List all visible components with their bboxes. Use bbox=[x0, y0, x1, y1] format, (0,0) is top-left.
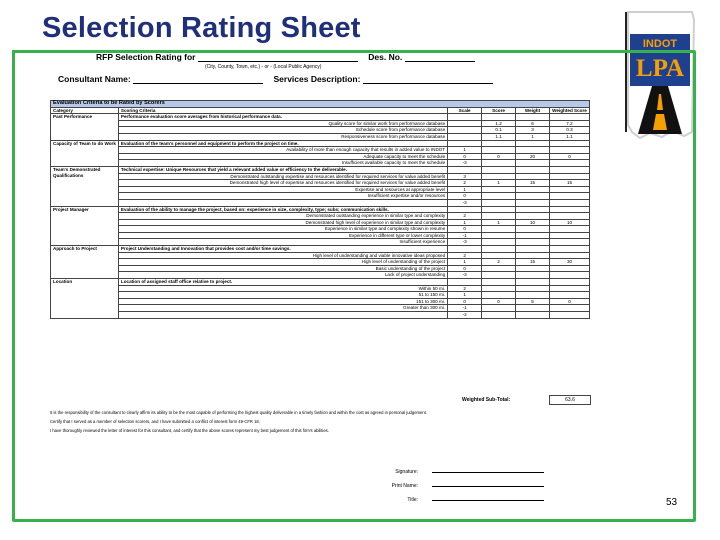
criteria-cell: Demonstrated outstanding experience in similar type and complexity bbox=[118, 213, 447, 220]
table-row bbox=[51, 153, 590, 160]
scale-cell: 1 bbox=[448, 292, 482, 299]
consultant-line bbox=[58, 74, 493, 84]
column-header: Score bbox=[482, 107, 516, 114]
scale-cell: -1 bbox=[448, 305, 482, 312]
scale-cell: -3 bbox=[448, 199, 482, 206]
weight-cell bbox=[516, 239, 550, 246]
empty-cell bbox=[550, 279, 590, 286]
weight-cell bbox=[516, 199, 550, 206]
section-title: Evaluation Criteria to be Rated by Scorers bbox=[51, 101, 590, 108]
criteria-cell: Responsiveness score from performance database bbox=[118, 133, 447, 140]
weight-cell: 20 bbox=[516, 153, 550, 160]
category-cell: Team's Demonstrated Qualifications bbox=[51, 166, 119, 206]
empty-cell bbox=[482, 166, 516, 173]
rfp-label: RFP Selection Rating for bbox=[96, 52, 196, 62]
empty-cell bbox=[448, 246, 482, 253]
weighted-cell bbox=[550, 226, 590, 233]
table-row bbox=[51, 160, 590, 167]
weight-cell: 6 bbox=[516, 120, 550, 127]
weight-cell bbox=[516, 226, 550, 233]
category-cell: Approach to Project bbox=[51, 246, 119, 279]
table-row bbox=[51, 206, 590, 213]
table-row bbox=[51, 312, 590, 319]
scale-cell: 2 bbox=[448, 180, 482, 187]
weight-cell: 1 bbox=[516, 133, 550, 140]
weighted-cell bbox=[550, 239, 590, 246]
subtotal-label: Weighted Sub-Total: bbox=[462, 397, 511, 403]
certification-notes bbox=[50, 410, 580, 437]
weight-cell: 5 bbox=[516, 298, 550, 305]
rfp-line bbox=[58, 52, 475, 62]
print-name-row bbox=[360, 480, 544, 489]
criteria-cell: 151 to 300 mi. bbox=[118, 298, 447, 305]
scale-cell: 0 bbox=[448, 193, 482, 200]
score-cell bbox=[482, 292, 516, 299]
weight-cell bbox=[516, 232, 550, 239]
weighted-cell bbox=[550, 252, 590, 259]
scale-cell: 2 bbox=[448, 252, 482, 259]
score-cell: 0 bbox=[482, 298, 516, 305]
category-cell: Capacity of Team to do Work bbox=[51, 140, 119, 166]
consultant-name-field bbox=[133, 83, 263, 84]
scale-cell: 0 bbox=[448, 298, 482, 305]
weight-cell bbox=[516, 213, 550, 220]
scale-cell: 2 bbox=[448, 213, 482, 220]
weight-cell bbox=[516, 252, 550, 259]
table-row bbox=[51, 232, 590, 239]
score-cell bbox=[482, 199, 516, 206]
category-cell: Past Performance bbox=[51, 114, 119, 140]
criteria-title-cell: Evaluation of the ability to manage the project, based on: experience in size, complexity, type; subs; communication skills. bbox=[118, 206, 447, 213]
score-cell bbox=[482, 239, 516, 246]
empty-cell bbox=[516, 166, 550, 173]
table-row bbox=[51, 219, 590, 226]
empty-cell bbox=[516, 206, 550, 213]
weight-cell bbox=[516, 312, 550, 319]
score-cell: 1 bbox=[482, 219, 516, 226]
weighted-cell: 30 bbox=[550, 259, 590, 266]
scale-cell: 1 bbox=[448, 219, 482, 226]
criteria-cell: Schedule score from performance database bbox=[118, 127, 447, 134]
empty-cell bbox=[482, 140, 516, 147]
des-number-field bbox=[405, 61, 475, 62]
score-cell bbox=[482, 213, 516, 220]
scale-cell: 0 bbox=[448, 265, 482, 272]
note-paragraph: Certify that I served as a member of selection scorers, and I have submitted a conflict of interest form 49-CFR 18. bbox=[50, 419, 260, 424]
empty-cell bbox=[516, 114, 550, 121]
empty-cell bbox=[550, 166, 590, 173]
score-cell: 1.2 bbox=[482, 120, 516, 127]
weight-cell: 10 bbox=[516, 219, 550, 226]
print-name-field bbox=[432, 480, 544, 487]
criteria-cell: Insufficient expertise and/or resources bbox=[118, 193, 447, 200]
weight-cell bbox=[516, 160, 550, 167]
title-label: Title: bbox=[407, 497, 418, 503]
scale-cell bbox=[448, 133, 482, 140]
print-name-label: Print Name: bbox=[391, 483, 418, 489]
table-row bbox=[51, 114, 590, 121]
weight-cell bbox=[516, 292, 550, 299]
criteria-cell: Basic understanding of the project bbox=[118, 265, 447, 272]
weighted-cell bbox=[550, 186, 590, 193]
scale-cell: 2 bbox=[448, 285, 482, 292]
rfp-sub-note: (City, County, Town, etc.) - or - (Local Public Agency) bbox=[205, 64, 322, 70]
table-row bbox=[51, 186, 590, 193]
table-row bbox=[51, 292, 590, 299]
slide-title: Selection Rating Sheet bbox=[42, 12, 361, 44]
weighted-cell bbox=[550, 312, 590, 319]
table-row bbox=[51, 298, 590, 305]
table-row bbox=[51, 140, 590, 147]
scale-cell: 1 bbox=[448, 186, 482, 193]
table-row bbox=[51, 239, 590, 246]
table-row bbox=[51, 199, 590, 206]
column-header: Category bbox=[51, 107, 119, 114]
score-cell: 1 bbox=[482, 180, 516, 187]
weight-cell bbox=[516, 272, 550, 279]
table-row bbox=[51, 265, 590, 272]
evaluation-table bbox=[50, 100, 590, 319]
empty-cell bbox=[448, 166, 482, 173]
criteria-title-cell: Location of assigned staff office relative to project. bbox=[118, 279, 447, 286]
table-row bbox=[51, 285, 590, 292]
table-row bbox=[51, 246, 590, 253]
weighted-cell: 0 bbox=[550, 298, 590, 305]
empty-cell bbox=[516, 246, 550, 253]
weight-cell: 15 bbox=[516, 259, 550, 266]
weighted-cell bbox=[550, 213, 590, 220]
empty-cell bbox=[550, 246, 590, 253]
signature-row bbox=[360, 466, 544, 475]
table-row bbox=[51, 259, 590, 266]
score-cell bbox=[482, 193, 516, 200]
table-row bbox=[51, 120, 590, 127]
table-row bbox=[51, 279, 590, 286]
scale-cell: 1 bbox=[448, 147, 482, 154]
criteria-cell: Insufficient experience bbox=[118, 239, 447, 246]
criteria-cell: High level of understanding and viable innovative ideas proposed bbox=[118, 252, 447, 259]
scale-cell: -3 bbox=[448, 160, 482, 167]
weighted-cell: 0.3 bbox=[550, 127, 590, 134]
empty-cell bbox=[448, 114, 482, 121]
table-row bbox=[51, 193, 590, 200]
score-cell bbox=[482, 312, 516, 319]
score-cell bbox=[482, 226, 516, 233]
scale-cell: 0 bbox=[448, 226, 482, 233]
empty-cell bbox=[448, 140, 482, 147]
category-cell: Project Manager bbox=[51, 206, 119, 246]
score-cell bbox=[482, 160, 516, 167]
empty-cell bbox=[482, 246, 516, 253]
table-section-header bbox=[51, 101, 590, 108]
column-header: Weight bbox=[516, 107, 550, 114]
criteria-cell: High level of understanding of the project bbox=[118, 259, 447, 266]
weighted-cell: 15 bbox=[550, 180, 590, 187]
score-cell bbox=[482, 285, 516, 292]
table-row bbox=[51, 133, 590, 140]
table-row bbox=[51, 147, 590, 154]
criteria-title-cell: Performance evaluation score averages from historical performance data. bbox=[118, 114, 447, 121]
weighted-cell bbox=[550, 285, 590, 292]
criteria-cell: Insufficient available capacity to meet the schedule bbox=[118, 160, 447, 167]
empty-cell bbox=[550, 206, 590, 213]
weight-cell bbox=[516, 193, 550, 200]
weighted-cell bbox=[550, 193, 590, 200]
scale-cell: -1 bbox=[448, 232, 482, 239]
weighted-cell: 1.1 bbox=[550, 133, 590, 140]
criteria-cell: Experience in different type or lower complexity bbox=[118, 232, 447, 239]
empty-cell bbox=[448, 279, 482, 286]
table-row bbox=[51, 213, 590, 220]
table-row bbox=[51, 127, 590, 134]
table-row bbox=[51, 166, 590, 173]
empty-cell bbox=[482, 114, 516, 121]
column-header: Weighted Score bbox=[550, 107, 590, 114]
score-cell bbox=[482, 173, 516, 180]
scale-cell: 1 bbox=[448, 259, 482, 266]
criteria-title-cell: Technical expertise: Unique Resources that yield a relevant added value or efficiency to the deliverable. bbox=[118, 166, 447, 173]
criteria-cell: Demonstrated outstanding expertise and resources identified for required services for value added benefit bbox=[118, 173, 447, 180]
criteria-title-cell: Project Understanding and Innovation that provides cost and/or time savings. bbox=[118, 246, 447, 253]
empty-cell bbox=[482, 206, 516, 213]
criteria-cell: Demonstrated high level of experience in similar type and complexity bbox=[118, 219, 447, 226]
note-paragraph: It is the responsibility of the consultant to clearly affirm its ability to be the most capable of performing the highest quality deliverable in a timely fashion and within the cost as agreed in personal judgement. bbox=[50, 410, 428, 415]
scale-cell bbox=[448, 127, 482, 134]
empty-cell bbox=[516, 279, 550, 286]
weighted-cell: 0 bbox=[550, 153, 590, 160]
criteria-title-cell: Evaluation of the team's personnel and equipment to perform the project on time. bbox=[118, 140, 447, 147]
services-description-field bbox=[363, 83, 493, 84]
scale-cell: -2 bbox=[448, 312, 482, 319]
score-cell: 2 bbox=[482, 259, 516, 266]
weighted-cell: 7.2 bbox=[550, 120, 590, 127]
criteria-cell: Availability of more than enough capacity that results in added value to INDOT bbox=[118, 147, 447, 154]
scale-cell: 0 bbox=[448, 153, 482, 160]
weight-cell bbox=[516, 186, 550, 193]
weighted-cell bbox=[550, 305, 590, 312]
title-field bbox=[432, 494, 544, 501]
weight-cell bbox=[516, 285, 550, 292]
weight-cell bbox=[516, 173, 550, 180]
signature-field bbox=[432, 466, 544, 473]
score-cell bbox=[482, 265, 516, 272]
score-cell bbox=[482, 186, 516, 193]
signature-label: Signature: bbox=[395, 469, 418, 475]
empty-cell bbox=[550, 114, 590, 121]
weighted-cell bbox=[550, 173, 590, 180]
rfp-entity-field bbox=[198, 61, 358, 62]
criteria-cell: Expertise and resources at appropriate level bbox=[118, 186, 447, 193]
criteria-cell: Demonstrated high level of expertise and resources identified for required services for value added benefit bbox=[118, 180, 447, 187]
weight-cell: 15 bbox=[516, 180, 550, 187]
scale-cell: -3 bbox=[448, 239, 482, 246]
weighted-cell bbox=[550, 147, 590, 154]
column-header: Scoring Criteria bbox=[118, 107, 447, 114]
table-row bbox=[51, 180, 590, 187]
empty-cell bbox=[550, 140, 590, 147]
empty-cell bbox=[482, 279, 516, 286]
score-cell: 0 bbox=[482, 153, 516, 160]
criteria-cell: Experience in similar type and complexity shown in resume bbox=[118, 226, 447, 233]
scale-cell bbox=[448, 120, 482, 127]
scale-cell: 3 bbox=[448, 173, 482, 180]
criteria-cell bbox=[118, 199, 447, 206]
weighted-cell bbox=[550, 292, 590, 299]
score-cell bbox=[482, 252, 516, 259]
consultant-label: Consultant Name: bbox=[58, 74, 131, 84]
weight-cell bbox=[516, 265, 550, 272]
weighted-cell bbox=[550, 265, 590, 272]
criteria-cell: Within 50 mi. bbox=[118, 285, 447, 292]
weight-cell bbox=[516, 147, 550, 154]
criteria-cell: 51 to 150 mi. bbox=[118, 292, 447, 299]
weighted-cell bbox=[550, 232, 590, 239]
services-label: Services Description: bbox=[273, 74, 361, 84]
table-column-headers bbox=[51, 107, 590, 114]
criteria-cell: Adequate capacity to meet the schedule bbox=[118, 153, 447, 160]
weight-cell: 3 bbox=[516, 127, 550, 134]
column-header: Scale bbox=[448, 107, 482, 114]
score-cell bbox=[482, 232, 516, 239]
table-row bbox=[51, 226, 590, 233]
table-row bbox=[51, 173, 590, 180]
table-row bbox=[51, 305, 590, 312]
logo-text-lpa: LPA bbox=[635, 55, 685, 82]
criteria-cell: Greater than 300 mi. bbox=[118, 305, 447, 312]
score-cell bbox=[482, 305, 516, 312]
table-row bbox=[51, 272, 590, 279]
title-row bbox=[360, 494, 544, 503]
criteria-cell bbox=[118, 312, 447, 319]
empty-cell bbox=[516, 140, 550, 147]
weighted-cell: 10 bbox=[550, 219, 590, 226]
score-cell bbox=[482, 272, 516, 279]
logo-text-indot: INDOT bbox=[642, 38, 678, 50]
score-cell bbox=[482, 147, 516, 154]
score-cell: 0.1 bbox=[482, 127, 516, 134]
weight-cell bbox=[516, 305, 550, 312]
subtotal-value: 63.6 bbox=[549, 395, 591, 405]
des-label: Des. No. bbox=[368, 52, 403, 62]
category-cell: Location bbox=[51, 279, 119, 319]
empty-cell bbox=[448, 206, 482, 213]
scale-cell: -3 bbox=[448, 272, 482, 279]
criteria-cell: Quality score for similar work from performance database bbox=[118, 120, 447, 127]
table-row bbox=[51, 252, 590, 259]
weighted-cell bbox=[550, 160, 590, 167]
score-cell: 1.1 bbox=[482, 133, 516, 140]
weighted-cell bbox=[550, 199, 590, 206]
note-paragraph: I have thoroughly reviewed the letter of interest for this consultant, and certify that the above scores represent my best judgement of this firm's abilities. bbox=[50, 428, 329, 433]
weighted-cell bbox=[550, 272, 590, 279]
page-number: 53 bbox=[666, 497, 678, 508]
criteria-cell: Lack of project understanding bbox=[118, 272, 447, 279]
